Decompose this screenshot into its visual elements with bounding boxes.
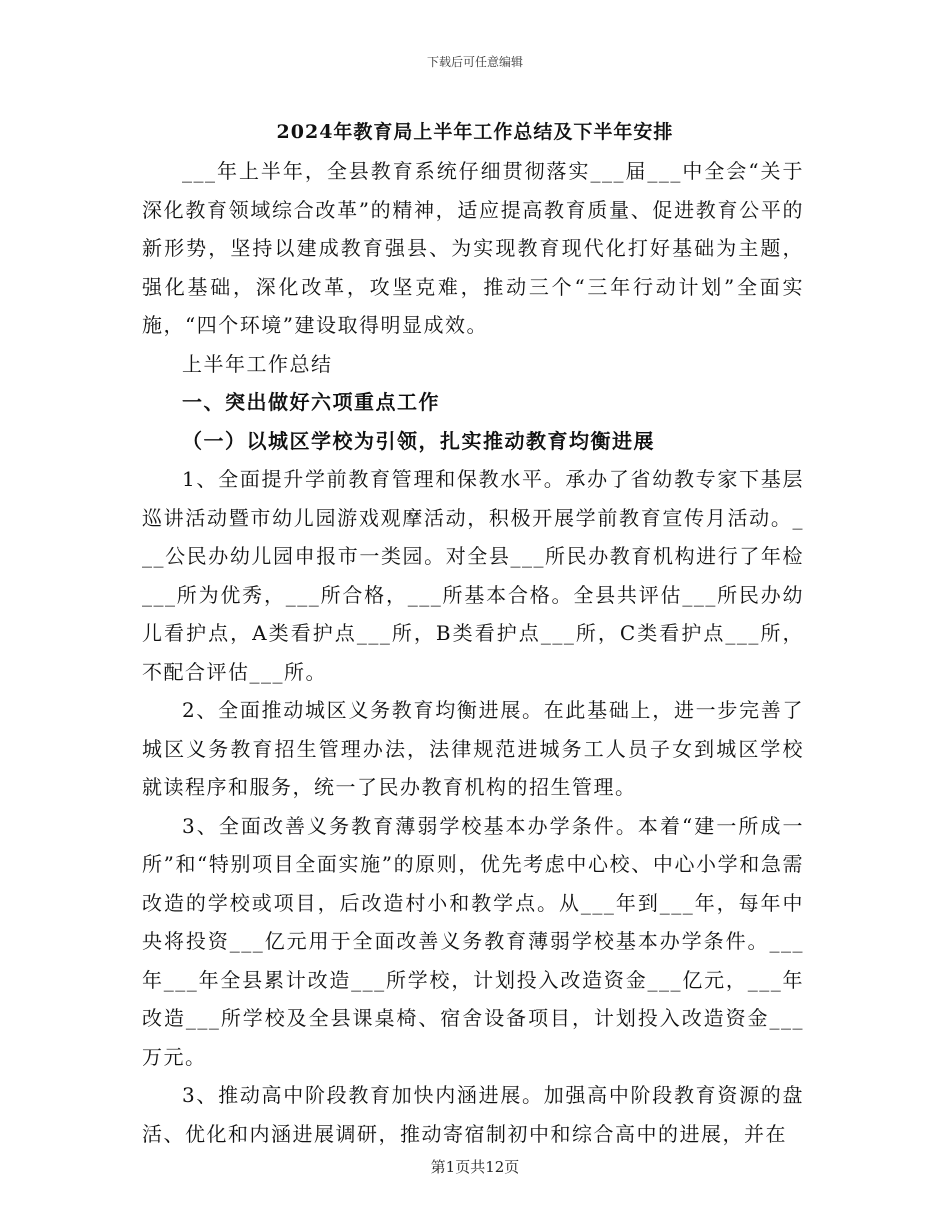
subsection-heading: （一）以城区学校为引领，扎实推动教育均衡进展 — [182, 428, 655, 453]
page-footer: 第1页共12页 — [430, 1158, 520, 1176]
document-title: 2024年教育局上半年工作总结及下半年安排 — [276, 121, 674, 143]
document-body — [142, 152, 804, 1153]
section-heading: 一、突出做好六项重点工作 — [182, 390, 440, 414]
body-paragraph-1: 1、全面提升学前教育管理和保教水平。承办了省幼教专家下基层巡讲活动暨市幼儿园游戏观摩活动，积极开展学前教育宣传月活动。___公民办幼儿园申报市一类园。对全县___所民办教育机构进行了年检___所为优秀，___所合格，___所基本合格。全县共评估___所民办幼儿看护点，A类看护点___所，B类看护点___所，C类看护点___所，不配合评估___所。 — [142, 467, 804, 684]
header-note: 下载后可任意编辑 — [426, 55, 523, 69]
body-paragraph-2: 2、全面推动城区义务教育均衡进展。在此基础上，进一步完善了城区义务教育招生管理办法，法律规范进城务工人员子女到城区学校就读程序和服务，统一了民办教育机构的招生管理。 — [142, 698, 804, 799]
body-paragraph-3: 3、全面改善义务教育薄弱学校基本办学条件。本着“建一所成一所”和“特别项目全面实施”的原则，优先考虑中心校、中心小学和急需改造的学校或项目，后改造村小和教学点。从___年到___年，每年中央将投资___亿元用于全面改善义务教育薄弱学校基本办学条件。___年___年全县累计改造___所学校，计划投入改造资金___亿元，___年改造___所学校及全县课桌椅、宿舍设备项目，计划投入改造资金___万元。 — [142, 813, 804, 1069]
body-paragraph-4: 3、推动高中阶段教育加快内涵进展。加强高中阶段教育资源的盘活、优化和内涵进展调研，推动寄宿制初中和综合高中的进展，并在 — [142, 1083, 804, 1146]
section-label: 上半年工作总结 — [182, 351, 333, 376]
intro-paragraph: ___年上半年，全县教育系统仔细贯彻落实___届___中全会“关于深化教育领域综合改革”的精神，适应提高教育质量、促进教育公平的新形势，坚持以建成教育强县、为实现教育现代化打好基础为主题，强化基础，深化改革，攻坚克难，推动三个“三年行动计划”全面实施，“四个环境”建设取得明显成效。 — [142, 159, 804, 337]
